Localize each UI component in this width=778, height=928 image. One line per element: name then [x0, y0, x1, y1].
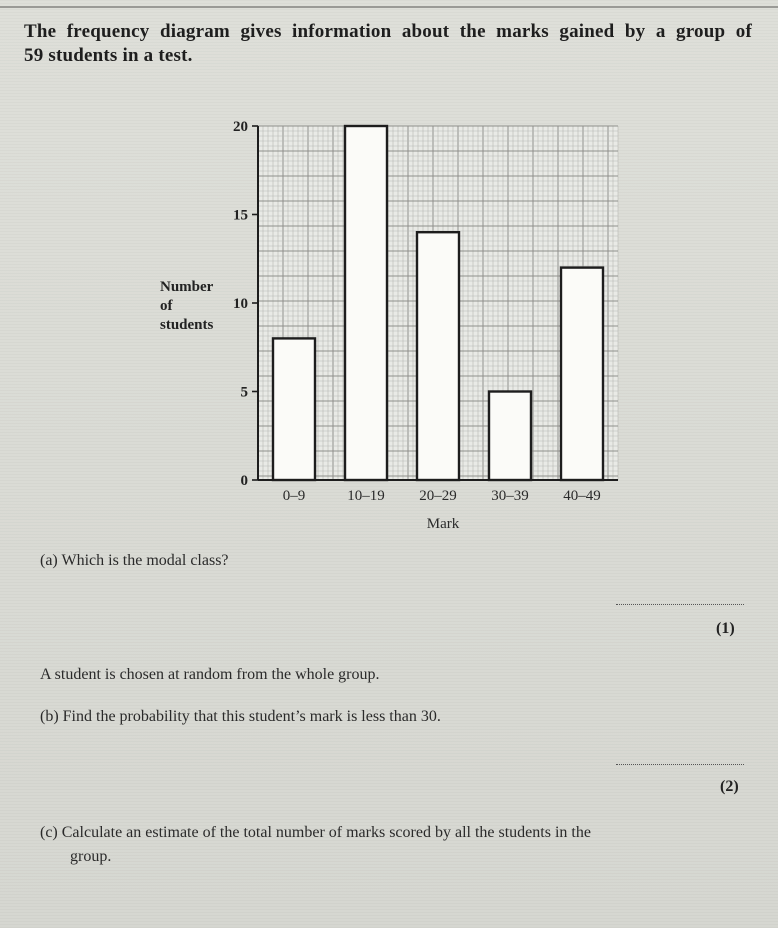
- bar-30–39: [489, 392, 531, 481]
- y-tick-label: 0: [240, 473, 248, 489]
- question-b-intro: A student is chosen at random from the whole group.: [40, 666, 380, 683]
- x-tick-label: 40–49: [563, 488, 601, 504]
- answer-line-b[interactable]: [616, 764, 744, 765]
- question-a-text: (a) Which is the modal class?: [40, 552, 229, 569]
- question-c-text: (c) Calculate an estimate of the total number of marks scored by all the students in the: [40, 824, 591, 841]
- y-tick-label: 10: [233, 296, 248, 312]
- answer-line-a[interactable]: [616, 604, 744, 605]
- y-axis-label: Number: [160, 279, 214, 295]
- bar-0–9: [273, 338, 315, 480]
- y-axis-label: of: [160, 298, 173, 314]
- y-tick-label: 15: [233, 207, 248, 224]
- marks-a: (1): [716, 620, 735, 637]
- intro-line-1: The frequency diagram gives information about the marks gained by a group of: [24, 21, 752, 42]
- x-tick-label: 0–9: [282, 488, 306, 504]
- marks-b: (2): [720, 778, 739, 795]
- y-tick-label: 5: [240, 384, 248, 401]
- question-b-text: (b) Find the probability that this student’s mark is less than 30.: [40, 708, 441, 725]
- bar-40–49: [561, 268, 603, 480]
- y-axis-label: students: [160, 317, 214, 333]
- x-tick-label: 10–19: [347, 488, 385, 504]
- y-tick-label: 20: [233, 119, 248, 135]
- question-c-text-line2: group.: [70, 848, 112, 865]
- bar-10–19: [345, 126, 387, 480]
- x-tick-label: 20–29: [419, 488, 457, 504]
- x-tick-label: 30–39: [491, 488, 529, 504]
- x-axis-label: Mark: [426, 516, 460, 532]
- intro-line-2: 59 students in a test.: [24, 45, 193, 66]
- bar-20–29: [417, 232, 459, 480]
